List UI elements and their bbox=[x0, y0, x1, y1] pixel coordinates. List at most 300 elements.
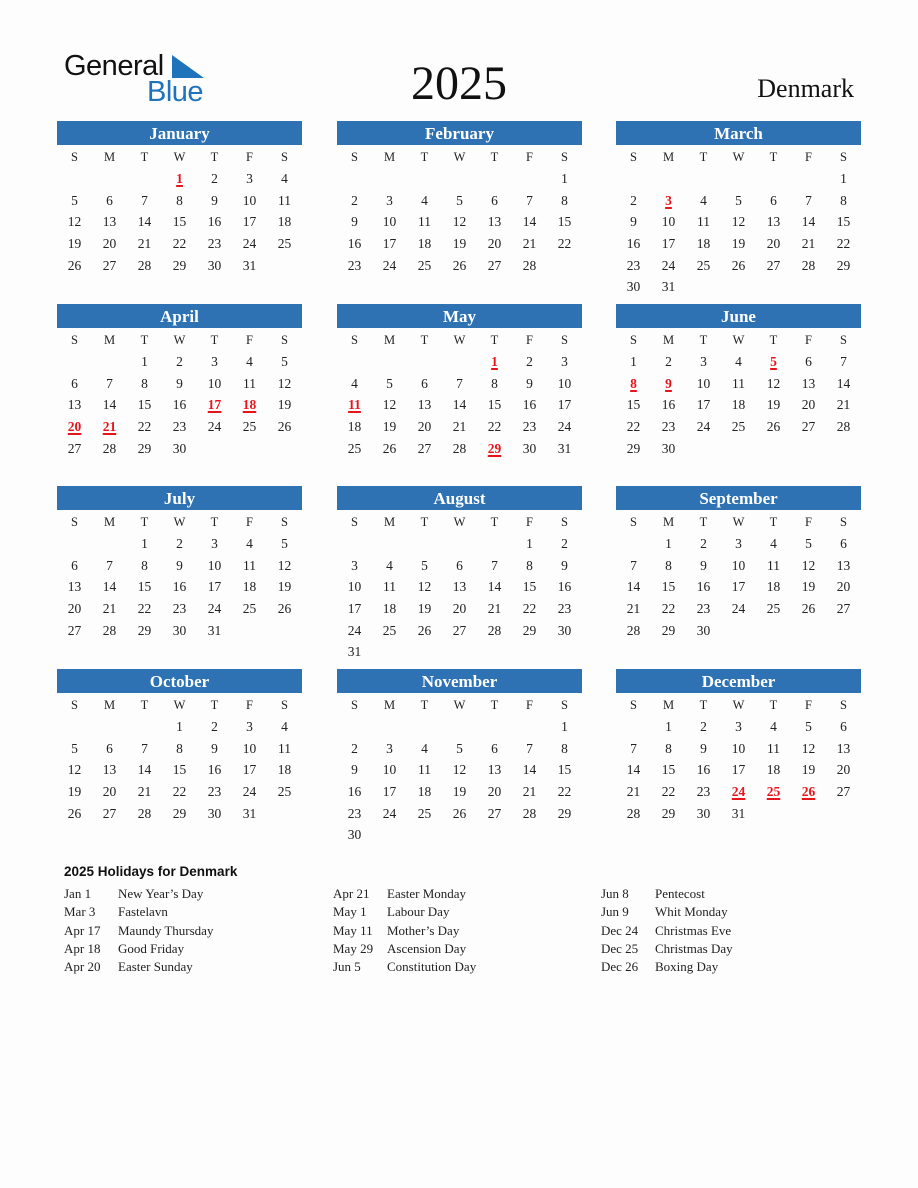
date-cell: 14 bbox=[801, 214, 816, 230]
date-cell: 15 bbox=[172, 762, 187, 778]
date-cell: 21 bbox=[137, 784, 152, 800]
date-cell: 31 bbox=[207, 622, 222, 638]
date-cell: 29 bbox=[522, 622, 537, 638]
date-cell: 24 bbox=[207, 419, 222, 435]
date-cell: 22 bbox=[661, 784, 676, 800]
date-cell: 20 bbox=[487, 236, 502, 252]
date-cell: 12 bbox=[277, 375, 292, 391]
date-cell: 13 bbox=[417, 397, 432, 413]
holiday-date: Apr 18 bbox=[64, 940, 101, 956]
holiday-date: Apr 17 bbox=[64, 922, 101, 938]
weekday-label: F bbox=[526, 698, 533, 712]
date-cell: 26 bbox=[801, 601, 816, 617]
date-cell: 25 bbox=[242, 601, 257, 617]
date-cell: 10 bbox=[731, 557, 746, 573]
date-cell: 27 bbox=[766, 257, 781, 273]
date-cell: 3 bbox=[700, 354, 707, 369]
date-cell: 28 bbox=[522, 805, 537, 821]
weekday-label: T bbox=[490, 698, 499, 712]
empty-cell bbox=[756, 167, 791, 189]
date-cell: 23 bbox=[696, 601, 711, 617]
date-cell: 14 bbox=[452, 397, 467, 413]
date-cell: 24 bbox=[382, 805, 397, 821]
holiday-item bbox=[333, 959, 476, 977]
holiday-date: Jan 1 bbox=[64, 886, 92, 901]
date-cell: 30 bbox=[696, 805, 711, 821]
holiday-item bbox=[333, 941, 476, 959]
weekday-label: W bbox=[173, 150, 186, 164]
holiday-name: Labour Day bbox=[387, 904, 450, 920]
date-cell: 25 bbox=[731, 419, 746, 435]
date-cell: 16 bbox=[696, 762, 711, 778]
holiday-date: Jun 9 bbox=[601, 904, 629, 920]
date-cell: 7 bbox=[491, 557, 498, 573]
date-cell: 27 bbox=[487, 805, 502, 821]
date-cell: 1 bbox=[665, 719, 672, 734]
weekday-label: M bbox=[662, 333, 675, 347]
empty-cell bbox=[57, 715, 92, 737]
date-cell: 28 bbox=[452, 440, 467, 456]
date-cell: 5 bbox=[281, 354, 288, 369]
date-cell: 4 bbox=[770, 536, 777, 551]
date-cell: 13 bbox=[836, 557, 851, 573]
weekday-label: S bbox=[561, 150, 568, 164]
weekday-label: T bbox=[210, 698, 219, 712]
date-cell: 30 bbox=[207, 805, 222, 821]
date-cell: 18 bbox=[417, 236, 432, 252]
month-december bbox=[616, 669, 861, 823]
date-cell: 17 bbox=[207, 579, 222, 595]
date-cell: 19 bbox=[801, 579, 816, 595]
date-cell: 17 bbox=[731, 762, 746, 778]
date-cell: 14 bbox=[487, 579, 502, 595]
weekday-label: S bbox=[840, 150, 847, 164]
date-cell: 16 bbox=[347, 236, 362, 252]
date-cell: 6 bbox=[840, 719, 847, 734]
date-cell: 9 bbox=[176, 375, 183, 391]
date-cell: 22 bbox=[522, 601, 537, 617]
date-cell: 19 bbox=[452, 784, 467, 800]
weekday-label: T bbox=[420, 515, 429, 529]
date-cell: 23 bbox=[207, 784, 222, 800]
holiday-date-cell: 5 bbox=[770, 354, 777, 369]
weekday-label: S bbox=[351, 698, 358, 712]
holiday-date: Apr 21 bbox=[333, 886, 370, 901]
date-cell: 14 bbox=[836, 375, 851, 391]
date-cell: 10 bbox=[557, 375, 572, 391]
date-cell: 3 bbox=[211, 536, 218, 551]
date-cell: 7 bbox=[106, 557, 113, 573]
month-november bbox=[337, 669, 582, 845]
date-cell: 1 bbox=[630, 354, 637, 369]
date-cell: 2 bbox=[351, 740, 358, 756]
weekday-label: W bbox=[453, 150, 466, 164]
date-cell: 8 bbox=[141, 375, 148, 391]
date-cell: 24 bbox=[242, 784, 257, 800]
date-cell: 27 bbox=[836, 784, 851, 800]
date-cell: 28 bbox=[102, 622, 117, 638]
month-june bbox=[616, 304, 861, 458]
weekday-label: T bbox=[210, 333, 219, 347]
weekday-label: F bbox=[246, 698, 253, 712]
date-cell: 21 bbox=[626, 784, 641, 800]
date-cell: 23 bbox=[696, 784, 711, 800]
month-january bbox=[57, 121, 302, 275]
holiday-date-cell: 26 bbox=[801, 784, 816, 800]
date-cell: 12 bbox=[801, 740, 816, 756]
date-cell: 4 bbox=[281, 171, 288, 186]
date-cell: 11 bbox=[243, 375, 256, 391]
weekday-label: M bbox=[103, 333, 116, 347]
date-cell: 16 bbox=[207, 762, 222, 778]
date-cell: 16 bbox=[172, 579, 187, 595]
empty-cell bbox=[616, 532, 651, 554]
month-header: June bbox=[616, 304, 861, 328]
date-cell: 19 bbox=[67, 784, 82, 800]
date-cell: 27 bbox=[836, 601, 851, 617]
date-cell: 19 bbox=[417, 601, 432, 617]
date-cell: 12 bbox=[417, 579, 432, 595]
holiday-date-cell: 21 bbox=[102, 419, 117, 435]
date-cell: 29 bbox=[661, 622, 676, 638]
empty-cell bbox=[337, 350, 372, 372]
date-cell: 20 bbox=[487, 784, 502, 800]
empty-cell bbox=[721, 167, 756, 189]
date-cell: 24 bbox=[661, 257, 676, 273]
date-cell: 16 bbox=[522, 397, 537, 413]
date-cell: 15 bbox=[557, 214, 572, 230]
month-header: October bbox=[57, 669, 302, 693]
holiday-item bbox=[64, 886, 213, 904]
date-cell: 8 bbox=[665, 740, 672, 756]
month-grid bbox=[337, 693, 582, 845]
date-cell: 27 bbox=[102, 257, 117, 273]
date-cell: 12 bbox=[766, 375, 781, 391]
date-cell: 8 bbox=[176, 740, 183, 756]
date-cell: 7 bbox=[526, 192, 533, 208]
holiday-date: Apr 20 bbox=[64, 959, 101, 975]
weekday-label: M bbox=[662, 515, 675, 529]
date-cell: 15 bbox=[557, 762, 572, 778]
date-cell: 3 bbox=[735, 536, 742, 551]
weekday-label: F bbox=[805, 698, 812, 712]
holiday-name: New Year’s Day bbox=[118, 886, 204, 901]
date-cell: 22 bbox=[557, 784, 572, 800]
date-cell: 18 bbox=[277, 762, 292, 778]
date-cell: 16 bbox=[661, 397, 676, 413]
date-cell: 14 bbox=[522, 762, 537, 778]
date-cell: 30 bbox=[207, 257, 222, 273]
date-cell: 2 bbox=[665, 354, 672, 369]
date-cell: 10 bbox=[731, 740, 746, 756]
month-grid bbox=[57, 145, 302, 275]
weekday-label: S bbox=[840, 515, 847, 529]
empty-cell bbox=[407, 715, 442, 737]
empty-cell bbox=[92, 715, 127, 737]
weekday-label: T bbox=[420, 333, 429, 347]
date-cell: 9 bbox=[211, 192, 218, 208]
weekday-label: T bbox=[420, 698, 429, 712]
date-cell: 4 bbox=[246, 536, 253, 551]
date-cell: 13 bbox=[102, 762, 117, 778]
empty-cell bbox=[127, 167, 162, 189]
weekday-label: W bbox=[453, 333, 466, 347]
date-cell: 25 bbox=[417, 805, 432, 821]
date-cell: 22 bbox=[137, 601, 152, 617]
weekday-label: S bbox=[630, 333, 637, 347]
date-cell: 17 bbox=[696, 397, 711, 413]
date-cell: 5 bbox=[71, 192, 78, 208]
date-cell: 12 bbox=[452, 762, 467, 778]
date-cell: 4 bbox=[281, 719, 288, 734]
weekday-label: T bbox=[140, 150, 149, 164]
date-cell: 28 bbox=[137, 257, 152, 273]
holiday-date: Jun 8 bbox=[601, 886, 629, 901]
weekday-label: M bbox=[383, 698, 396, 712]
holiday-date: Dec 25 bbox=[601, 940, 639, 956]
date-cell: 25 bbox=[347, 440, 362, 456]
date-cell: 28 bbox=[102, 440, 117, 456]
weekday-label: S bbox=[281, 150, 288, 164]
holiday-item bbox=[333, 923, 476, 941]
holiday-date-cell: 11 bbox=[348, 397, 361, 413]
date-cell: 26 bbox=[382, 440, 397, 456]
date-cell: 18 bbox=[382, 601, 397, 617]
weekday-label: S bbox=[281, 515, 288, 529]
date-cell: 24 bbox=[207, 601, 222, 617]
date-cell: 30 bbox=[172, 440, 187, 456]
weekday-label: T bbox=[490, 515, 499, 529]
date-cell: 13 bbox=[67, 579, 82, 595]
empty-cell bbox=[372, 532, 407, 554]
date-cell: 31 bbox=[731, 805, 746, 821]
date-cell: 30 bbox=[696, 622, 711, 638]
empty-cell bbox=[372, 350, 407, 372]
date-cell: 12 bbox=[731, 214, 746, 230]
date-cell: 11 bbox=[732, 375, 745, 391]
weekday-label: F bbox=[805, 515, 812, 529]
date-cell: 7 bbox=[805, 192, 812, 208]
weekday-label: M bbox=[383, 515, 396, 529]
date-cell: 6 bbox=[106, 740, 113, 756]
weekday-label: M bbox=[383, 150, 396, 164]
date-cell: 9 bbox=[176, 557, 183, 573]
holiday-date-cell: 8 bbox=[630, 375, 637, 391]
date-cell: 27 bbox=[801, 419, 816, 435]
date-cell: 20 bbox=[102, 784, 117, 800]
date-cell: 13 bbox=[102, 214, 117, 230]
weekday-label: F bbox=[805, 333, 812, 347]
holiday-date-cell: 9 bbox=[665, 375, 672, 391]
weekday-label: F bbox=[526, 515, 533, 529]
date-cell: 3 bbox=[386, 192, 393, 208]
date-cell: 19 bbox=[277, 397, 292, 413]
date-cell: 5 bbox=[421, 557, 428, 573]
date-cell: 21 bbox=[522, 236, 537, 252]
date-cell: 11 bbox=[767, 740, 780, 756]
weekday-label: T bbox=[210, 150, 219, 164]
date-cell: 11 bbox=[418, 762, 431, 778]
month-may bbox=[337, 304, 582, 458]
date-cell: 13 bbox=[801, 375, 816, 391]
date-cell: 16 bbox=[557, 579, 572, 595]
date-cell: 31 bbox=[557, 440, 572, 456]
date-cell: 8 bbox=[176, 192, 183, 208]
date-cell: 16 bbox=[207, 214, 222, 230]
date-cell: 8 bbox=[561, 192, 568, 208]
date-cell: 14 bbox=[102, 397, 117, 413]
date-cell: 21 bbox=[137, 236, 152, 252]
date-cell: 25 bbox=[277, 784, 292, 800]
date-cell: 7 bbox=[526, 740, 533, 756]
holiday-item bbox=[64, 941, 213, 959]
date-cell: 16 bbox=[626, 236, 641, 252]
holiday-name: Good Friday bbox=[118, 940, 185, 956]
date-cell: 21 bbox=[626, 601, 641, 617]
date-cell: 13 bbox=[452, 579, 467, 595]
date-cell: 23 bbox=[172, 601, 187, 617]
empty-cell bbox=[92, 167, 127, 189]
date-cell: 8 bbox=[141, 557, 148, 573]
holidays-column bbox=[64, 886, 213, 977]
date-cell: 23 bbox=[522, 419, 537, 435]
date-cell: 28 bbox=[522, 257, 537, 273]
holiday-name: Constitution Day bbox=[387, 959, 477, 975]
holiday-date-cell: 20 bbox=[67, 419, 82, 435]
date-cell: 5 bbox=[456, 740, 463, 756]
date-cell: 19 bbox=[277, 579, 292, 595]
holiday-date: May 11 bbox=[333, 922, 373, 938]
date-cell: 12 bbox=[452, 214, 467, 230]
date-cell: 26 bbox=[67, 257, 82, 273]
date-cell: 17 bbox=[557, 397, 572, 413]
date-cell: 15 bbox=[522, 579, 537, 595]
date-cell: 22 bbox=[172, 236, 187, 252]
date-cell: 24 bbox=[557, 419, 572, 435]
date-cell: 15 bbox=[661, 762, 676, 778]
date-cell: 20 bbox=[417, 419, 432, 435]
empty-cell bbox=[57, 350, 92, 372]
date-cell: 4 bbox=[246, 354, 253, 369]
date-cell: 24 bbox=[242, 236, 257, 252]
date-cell: 2 bbox=[630, 192, 637, 208]
date-cell: 24 bbox=[696, 419, 711, 435]
date-cell: 18 bbox=[347, 419, 362, 435]
month-april bbox=[57, 304, 302, 458]
date-cell: 14 bbox=[522, 214, 537, 230]
date-cell: 5 bbox=[281, 536, 288, 551]
month-grid bbox=[616, 145, 861, 297]
date-cell: 6 bbox=[421, 375, 428, 391]
date-cell: 12 bbox=[67, 214, 82, 230]
date-cell: 16 bbox=[696, 579, 711, 595]
date-cell: 26 bbox=[67, 805, 82, 821]
holiday-name: Pentecost bbox=[655, 886, 705, 901]
weekday-label: M bbox=[383, 333, 396, 347]
date-cell: 7 bbox=[630, 740, 637, 756]
weekday-label: T bbox=[699, 515, 708, 529]
date-cell: 14 bbox=[626, 762, 641, 778]
date-cell: 20 bbox=[102, 236, 117, 252]
month-july bbox=[57, 486, 302, 640]
holiday-date: May 1 bbox=[333, 904, 367, 920]
date-cell: 17 bbox=[382, 784, 397, 800]
date-cell: 16 bbox=[347, 784, 362, 800]
weekday-label: F bbox=[526, 333, 533, 347]
weekday-label: W bbox=[453, 698, 466, 712]
date-cell: 20 bbox=[836, 579, 851, 595]
date-cell: 2 bbox=[211, 719, 218, 734]
date-cell: 14 bbox=[626, 579, 641, 595]
weekday-label: M bbox=[662, 698, 675, 712]
empty-cell bbox=[442, 167, 477, 189]
weekday-label: T bbox=[699, 698, 708, 712]
date-cell: 1 bbox=[141, 354, 148, 369]
weekday-label: S bbox=[840, 698, 847, 712]
holiday-name: Maundy Thursday bbox=[118, 922, 214, 938]
date-cell: 9 bbox=[700, 740, 707, 756]
date-cell: 9 bbox=[351, 214, 358, 230]
date-cell: 24 bbox=[347, 622, 362, 638]
date-cell: 11 bbox=[278, 192, 291, 208]
date-cell: 3 bbox=[351, 557, 358, 573]
date-cell: 18 bbox=[766, 579, 781, 595]
empty-cell bbox=[651, 167, 686, 189]
date-cell: 1 bbox=[141, 536, 148, 551]
month-grid bbox=[337, 510, 582, 662]
date-cell: 6 bbox=[840, 536, 847, 551]
month-header: April bbox=[57, 304, 302, 328]
date-cell: 12 bbox=[801, 557, 816, 573]
date-cell: 5 bbox=[805, 536, 812, 551]
date-cell: 22 bbox=[836, 236, 851, 252]
date-cell: 26 bbox=[731, 257, 746, 273]
date-cell: 4 bbox=[351, 375, 358, 391]
weekday-label: T bbox=[490, 333, 499, 347]
date-cell: 2 bbox=[561, 536, 568, 551]
date-cell: 3 bbox=[561, 354, 568, 369]
date-cell: 15 bbox=[661, 579, 676, 595]
weekday-label: S bbox=[71, 150, 78, 164]
date-cell: 24 bbox=[382, 257, 397, 273]
date-cell: 22 bbox=[557, 236, 572, 252]
weekday-label: W bbox=[732, 698, 745, 712]
weekday-label: S bbox=[840, 333, 847, 347]
date-cell: 6 bbox=[106, 192, 113, 208]
weekday-label: T bbox=[420, 150, 429, 164]
date-cell: 7 bbox=[456, 375, 463, 391]
weekday-label: M bbox=[103, 150, 116, 164]
holiday-name: Easter Sunday bbox=[118, 959, 193, 975]
month-header: March bbox=[616, 121, 861, 145]
empty-cell bbox=[512, 167, 547, 189]
date-cell: 1 bbox=[561, 719, 568, 734]
date-cell: 17 bbox=[382, 236, 397, 252]
empty-cell bbox=[407, 532, 442, 554]
date-cell: 29 bbox=[661, 805, 676, 821]
weekday-label: S bbox=[630, 515, 637, 529]
date-cell: 19 bbox=[382, 419, 397, 435]
date-cell: 3 bbox=[735, 719, 742, 734]
empty-cell bbox=[442, 350, 477, 372]
date-cell: 21 bbox=[102, 601, 117, 617]
date-cell: 25 bbox=[277, 236, 292, 252]
month-grid bbox=[57, 328, 302, 458]
date-cell: 21 bbox=[836, 397, 851, 413]
date-cell: 1 bbox=[176, 719, 183, 734]
weekday-label: T bbox=[490, 150, 499, 164]
holiday-date-cell: 1 bbox=[491, 354, 498, 369]
